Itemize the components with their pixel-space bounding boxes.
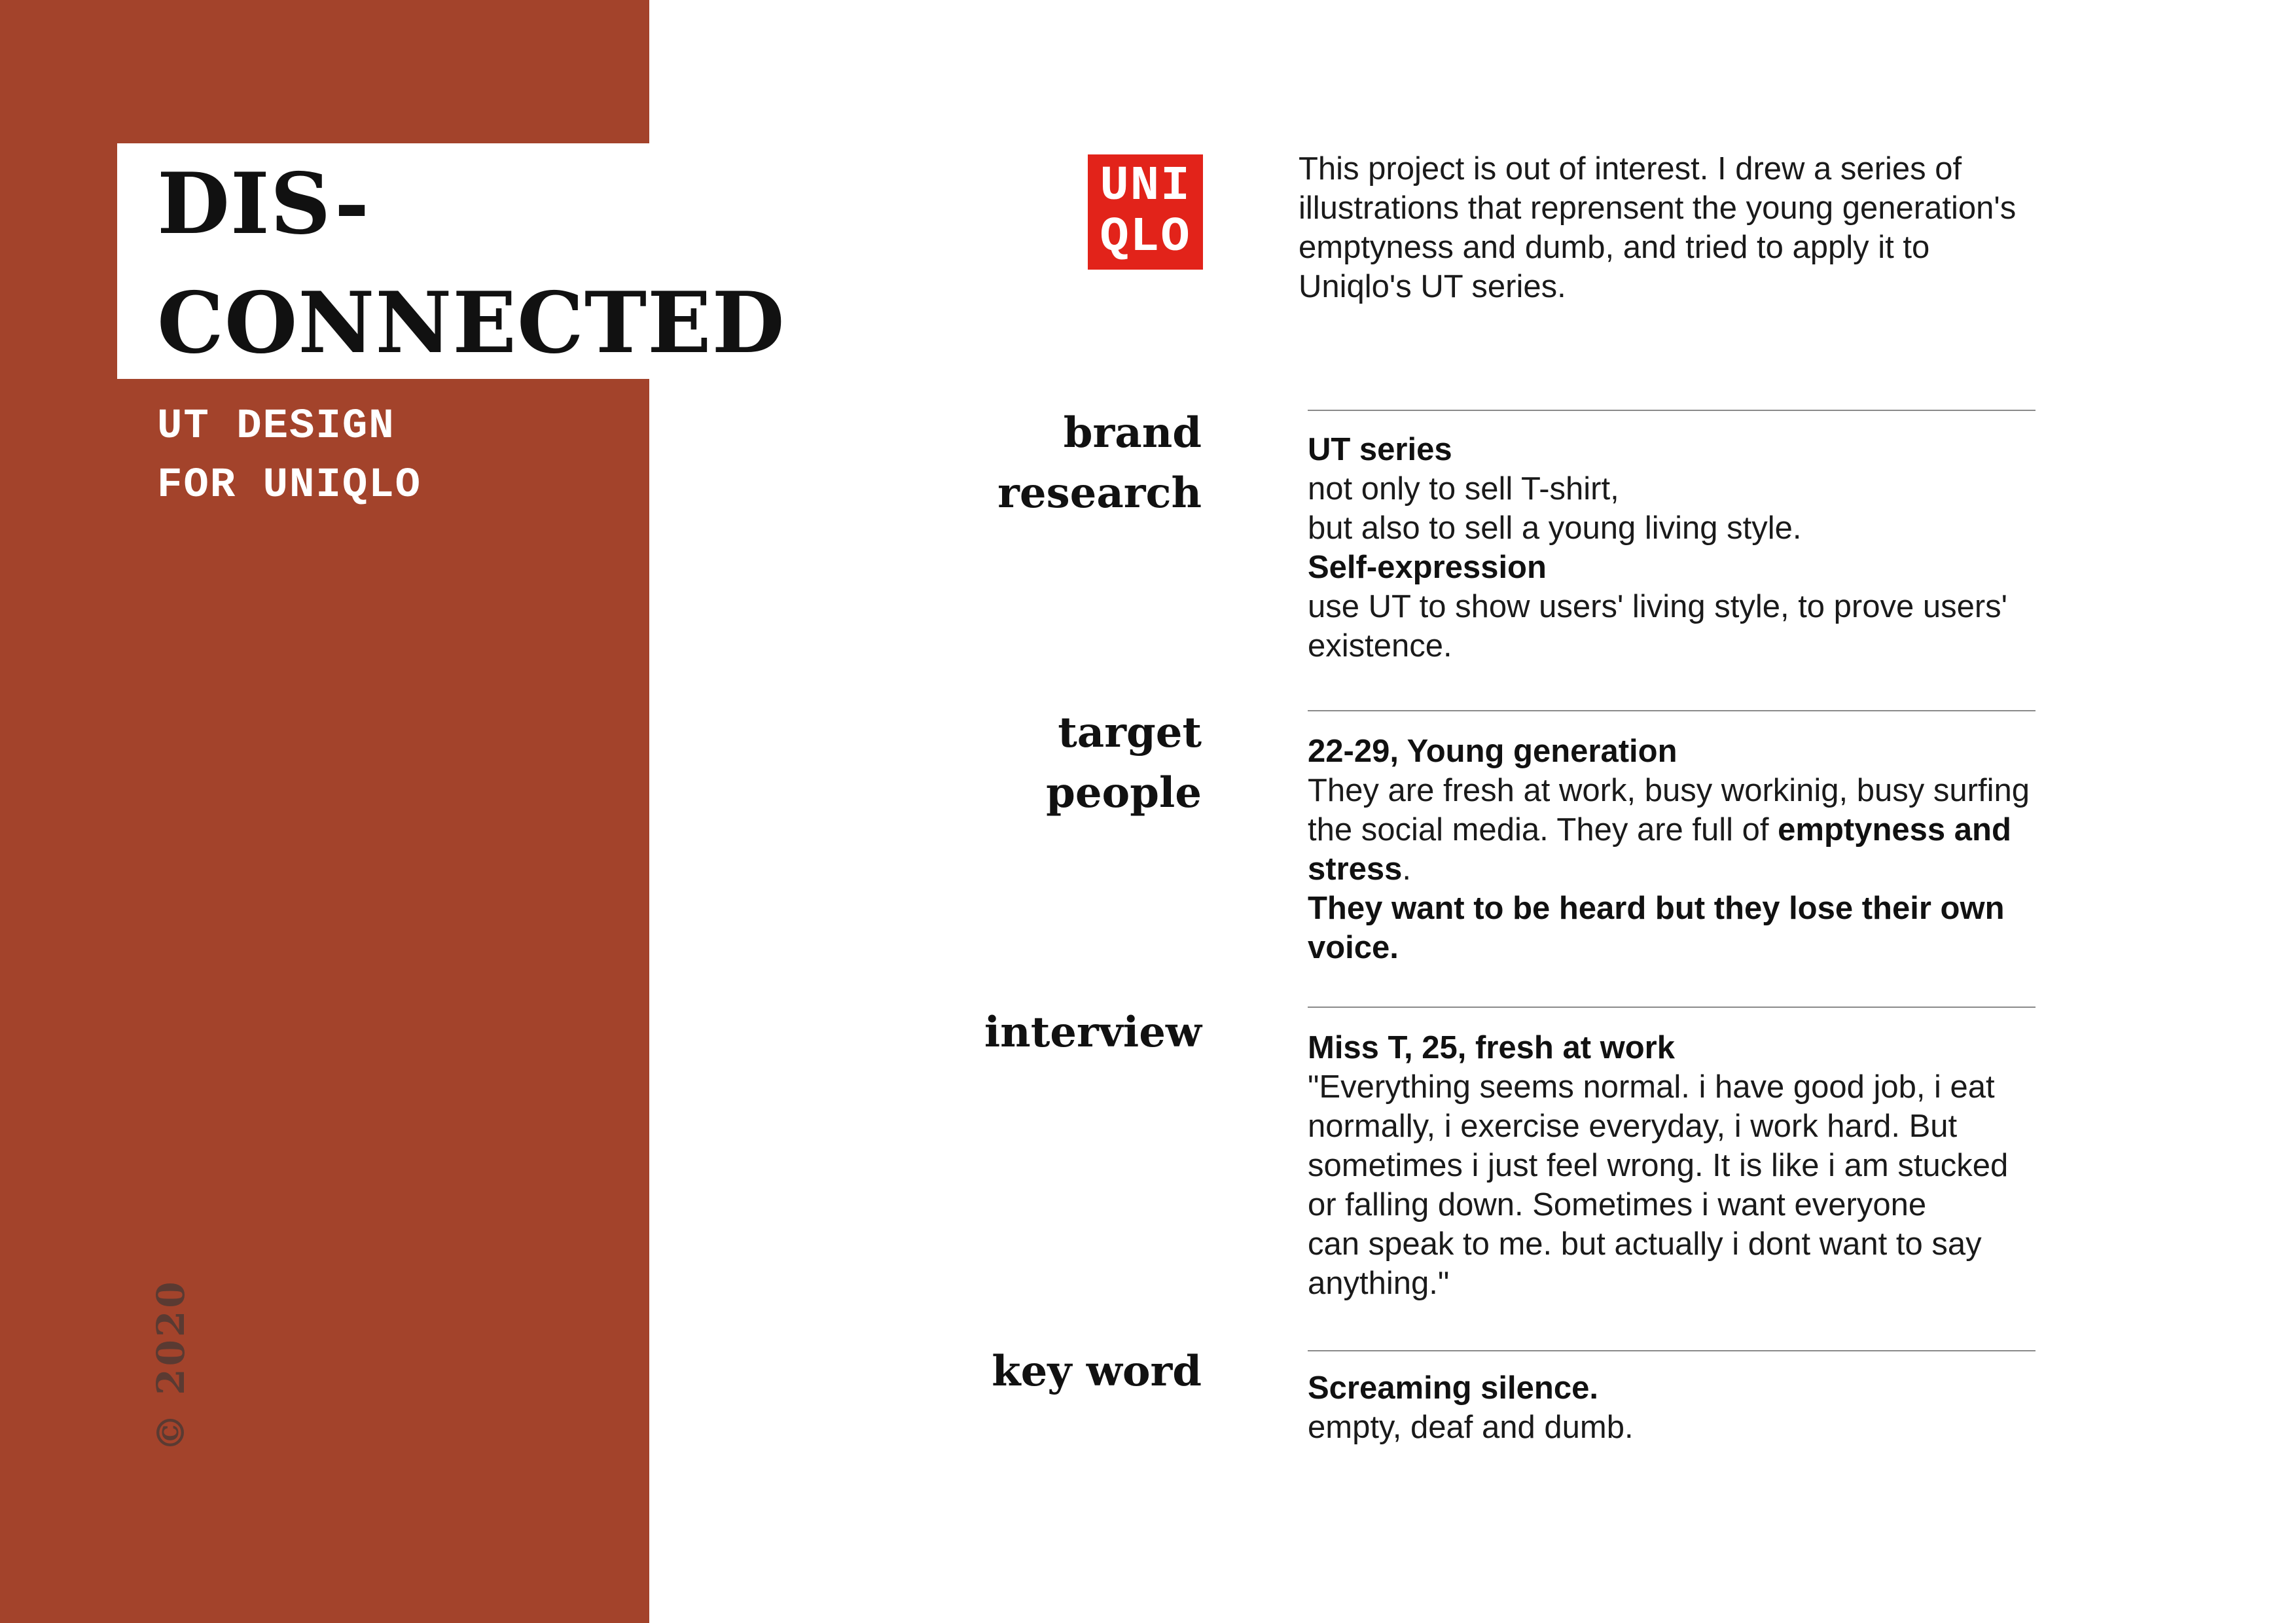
body-text: the social media. They are full of (1308, 812, 1778, 847)
body-bold: They want to be heard but they lose their own (1308, 891, 2005, 926)
body-line: not only to sell T-shirt, (1308, 471, 1619, 507)
label-line: key word (992, 1347, 1202, 1396)
heading-self-expression: Self-expression (1308, 550, 1547, 585)
section-label-key-word (992, 1342, 1202, 1402)
copyright-year: © 2020 (149, 1279, 193, 1452)
label-line: target (1058, 708, 1202, 757)
section-body-target-people (1308, 732, 2041, 967)
label-line: interview (984, 1008, 1202, 1057)
quote-line: normally, i exercise everyday, i work hard. But (1308, 1109, 1958, 1144)
body-bold: emptyness and (1778, 812, 2011, 847)
heading-screaming-silence: Screaming silence. (1308, 1370, 1598, 1406)
divider-target (1308, 710, 2036, 711)
section-body-brand-research (1308, 430, 2041, 666)
divider-interview (1308, 1007, 2036, 1008)
divider-brand (1308, 410, 2036, 411)
body-line: existence. (1308, 628, 1452, 664)
heading-ut-series: UT series (1308, 432, 1452, 467)
section-label-brand-research (997, 403, 1202, 524)
page-title-line-2: CONNECTED (157, 274, 785, 372)
logo-line-1: UNI (1100, 159, 1191, 214)
body-bold: voice. (1308, 930, 1399, 965)
quote-line: sometimes i just feel wrong. It is like i am stucked (1308, 1148, 2009, 1183)
heading-young-generation: 22-29, Young generation (1308, 734, 1677, 769)
quote-line: anything." (1308, 1266, 1450, 1301)
logo-line-2: QLO (1100, 210, 1191, 265)
quote-line: or falling down. Sometimes i want everyone (1308, 1187, 1927, 1222)
intro-paragraph: This project is out of interest. I drew a series of illustrations that reprensent the young generation's emptyness and dumb, and tried to apply it to Uniqlo's UT series. (1299, 151, 2017, 304)
divider-keyword (1308, 1350, 2036, 1351)
section-label-interview (984, 1003, 1202, 1063)
section-body-interview (1308, 1028, 2041, 1303)
label-line: research (997, 469, 1202, 518)
subtitle-line-2: FOR UNIQLO (157, 462, 422, 509)
subtitle-line-1: UT DESIGN (157, 403, 395, 450)
body-line: They are fresh at work, busy workinig, busy surfing (1308, 773, 2030, 808)
body-bold: stress (1308, 851, 1403, 887)
body-line: empty, deaf and dumb. (1308, 1410, 1634, 1445)
quote-line: "Everything seems normal. i have good job, i eat (1308, 1069, 1995, 1105)
section-label-target-people (1046, 703, 1202, 823)
quote-line: can speak to me. but actually i dont want to say (1308, 1226, 1982, 1262)
page-title-line-1: DIS- (157, 155, 370, 253)
section-body-key-word (1308, 1368, 2041, 1447)
body-line: use UT to show users' living style, to prove users' (1308, 589, 2008, 624)
body-text: . (1402, 851, 1412, 887)
body-line: but also to sell a young living style. (1308, 510, 1802, 546)
label-line: people (1046, 768, 1202, 817)
heading-interviewee: Miss T, 25, fresh at work (1308, 1030, 1675, 1065)
label-line: brand (1063, 408, 1202, 457)
uniqlo-logo (1088, 154, 1203, 270)
